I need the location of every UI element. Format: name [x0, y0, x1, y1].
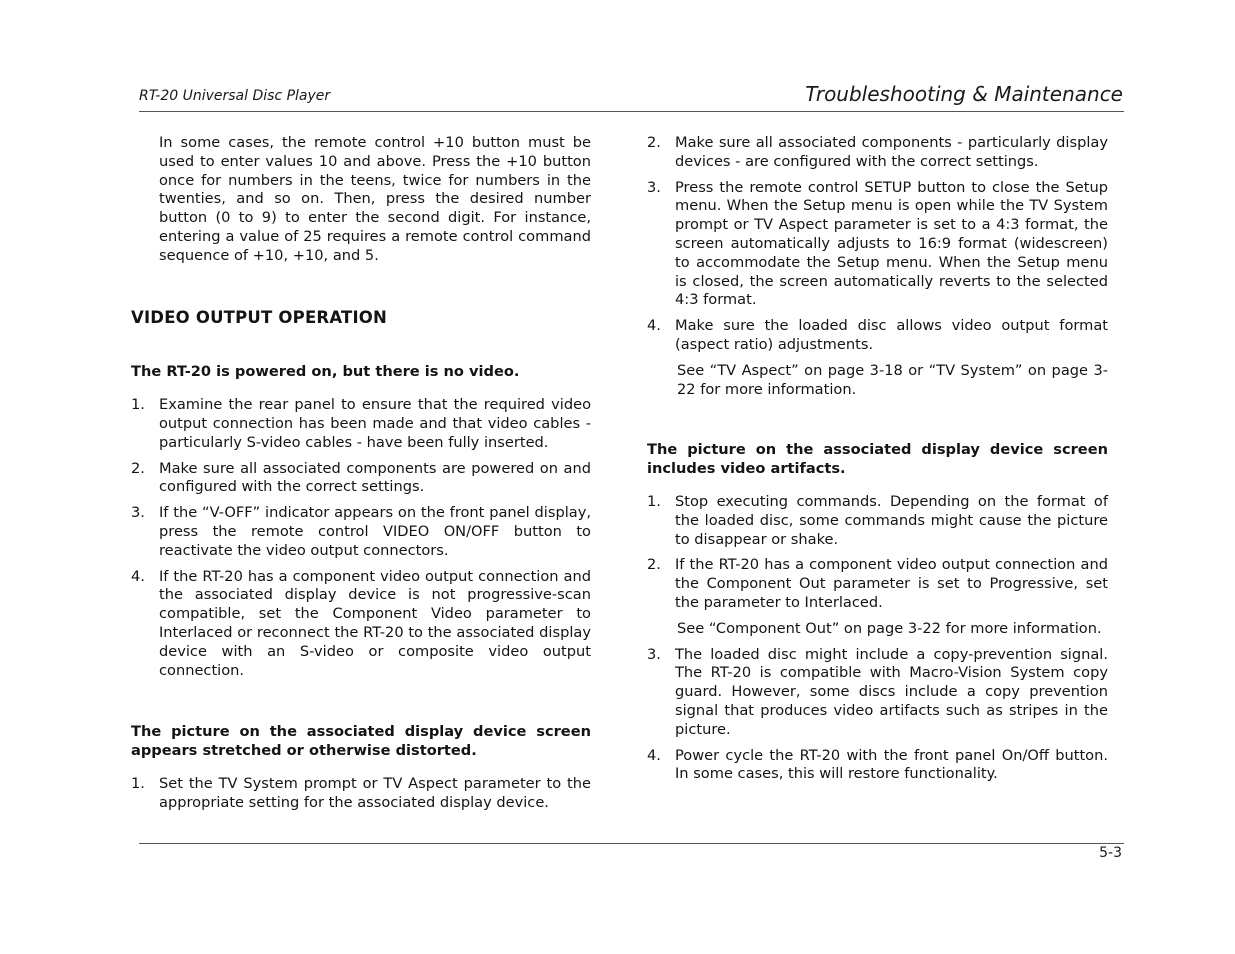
- list-item: 3. If the “V-OFF” indicator appears on the front panel display, press the remote control VIDEO ON/OFF button to reactivate the video output connectors.: [131, 504, 591, 559]
- list-item: 2. Make sure all associated components - particularly display devices - are configured with the correct settings.: [647, 134, 1108, 170]
- list-item: 1. Stop executing commands. Depending on the format of the loaded disc, some commands might cause the picture to disappear or shake.: [647, 492, 1108, 548]
- steps-no-video: [131, 396, 591, 680]
- list-item: 3. Press the remote control SETUP button to close the Setup menu. When the Setup menu is open while the TV System prompt or TV Aspect parameter is set to a 4:3 format, the screen automatically adjusts to 16:9 format (widescreen) to accommodate the Setup menu. When the Setup menu is closed, the screen automatically reverts to the selected 4:3 format.: [647, 178, 1108, 309]
- problem-title-no-video: The RT-20 is powered on, but there is no video.: [131, 363, 520, 381]
- list-item: 1. Examine the rear panel to ensure that the required video output connection has been made and that video cables - particularly S-video cables - have been fully inserted.: [131, 396, 591, 451]
- left-column: [131, 134, 591, 820]
- steps-artifacts-a: [647, 493, 1108, 613]
- problem-title-artifacts: The picture on the associated display device screen includes video artifacts.: [647, 441, 1108, 478]
- footer-rule: [139, 843, 1124, 844]
- reference-note-component-out: See “Component Out” on page 3-22 for more information.: [677, 619, 1102, 637]
- steps-distorted-continued: [647, 134, 1108, 355]
- list-item: 4. Make sure the loaded disc allows video output format (aspect ratio) adjustments.: [647, 317, 1108, 353]
- header-section-title: Troubleshooting & Maintenance: [805, 82, 1123, 106]
- list-item: 4. Power cycle the RT-20 with the front panel On/Off button. In some cases, this will restore functionality.: [647, 746, 1108, 783]
- reference-note-tv-aspect: See “TV Aspect” on page 3-18 or “TV System” on page 3-22 for more information.: [677, 361, 1108, 398]
- list-item: 2. If the RT-20 has a component video output connection and the Component Out parameter is set to Progressive, set the parameter to Interlaced.: [647, 556, 1108, 611]
- list-item: 3. The loaded disc might include a copy-prevention signal. The RT-20 is compatible with Macro-Vision System copy guard. However, some discs include a copy prevention signal that produces video artifacts such as stripes in the picture.: [647, 645, 1108, 738]
- list-item: 4. If the RT-20 has a component video output connection and the associated display device is not progressive-scan compatible, set the Component Video parameter to Interlaced or reconnect the RT-20 to the associated display device with an S-video or composite video output connection.: [131, 567, 591, 679]
- problem-title-distorted: The picture on the associated display device screen appears stretched or otherwise distorted.: [131, 723, 591, 760]
- steps-artifacts-b: [647, 646, 1108, 785]
- list-item: 2. Make sure all associated components are powered on and configured with the correct settings.: [131, 459, 591, 496]
- header-rule: [139, 111, 1124, 112]
- list-item: 1. Set the TV System prompt or TV Aspect parameter to the appropriate setting for the associated display device.: [131, 774, 591, 811]
- steps-distorted: [131, 775, 591, 813]
- intro-paragraph: In some cases, the remote control +10 button must be used to enter values 10 and above. Press the +10 button once for numbers in the teens, twice for numbers in the twenties, and so on. Then, press the desired number button (0 to 9) to enter the second digit. For instance, entering a value of 25 requires a remote control command sequence of +10, +10, and 5.: [159, 134, 591, 264]
- right-column: [647, 134, 1108, 791]
- section-heading: VIDEO OUTPUT OPERATION: [131, 307, 388, 327]
- header-document-title: RT-20 Universal Disc Player: [139, 88, 331, 104]
- page-number: 5-3: [1099, 845, 1122, 861]
